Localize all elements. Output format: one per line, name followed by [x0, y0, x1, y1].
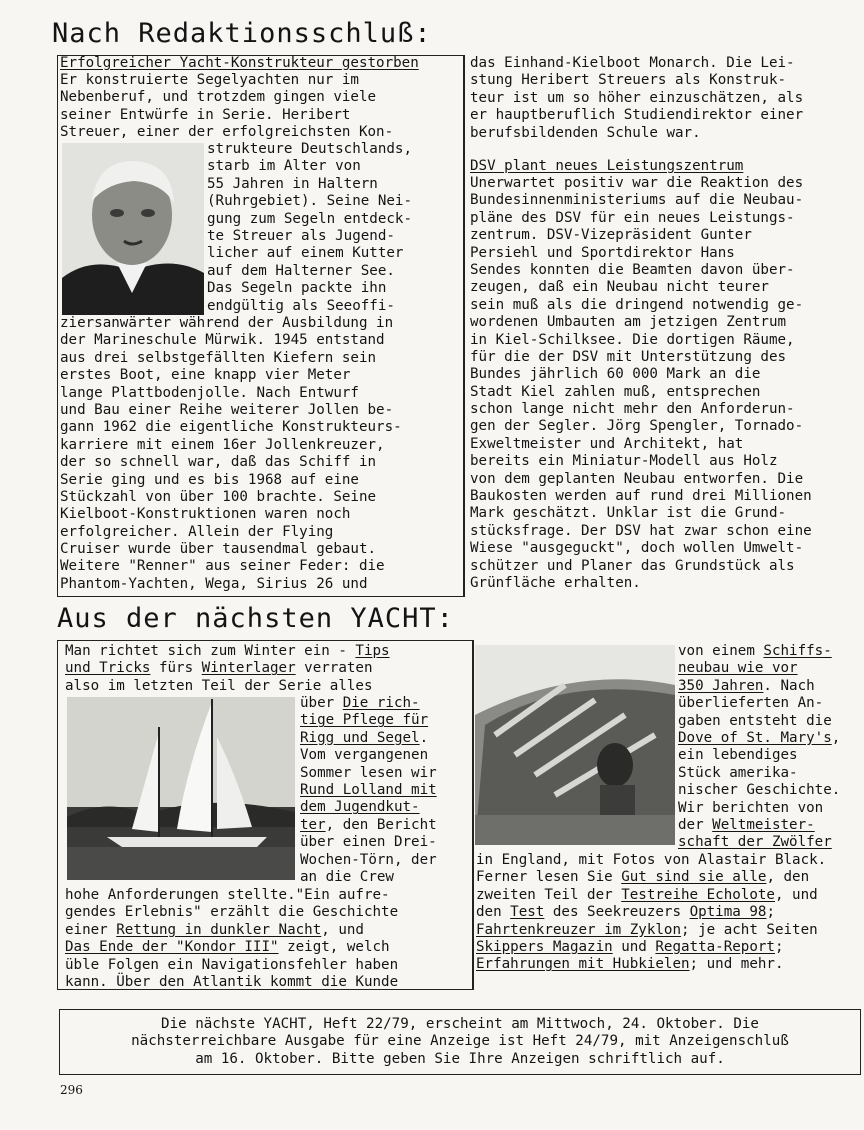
text-run: also im letzten Teil der Serie alles: [65, 677, 373, 694]
underlined-topic: Das Ende der "Kondor III": [65, 939, 279, 956]
text-line: Wiese "ausgeguckt", doch wollen Umwelt-: [470, 540, 804, 557]
article2-text: [470, 175, 812, 592]
text-line: [300, 852, 437, 869]
sailboat-photo: [67, 697, 295, 880]
text-line: gann 1962 die eigentliche Konstrukteurs-: [60, 419, 402, 436]
text-line: Cruiser wurde über tausendmal gebaut.: [60, 541, 377, 558]
text-run: . Nach: [763, 677, 815, 694]
underlined-topic: schaft der Zwölfer: [678, 834, 832, 851]
text-line: [678, 765, 840, 782]
text-line: Kielboot-Konstruktionen waren noch: [60, 506, 351, 523]
text-run: der: [678, 816, 713, 833]
text-line: bereits ein Miniatur-Modell aus Holz: [470, 453, 778, 470]
article1-continuation: [470, 55, 803, 142]
text-line: [300, 712, 437, 729]
text-line: [300, 782, 437, 799]
text-line: sein muß als die dringend notwendig ge-: [470, 296, 804, 313]
text-line: endgültig als Seeoffi-: [207, 297, 395, 314]
text-line: [476, 956, 826, 973]
underlined-topic: Dove of St. Mary's: [678, 729, 832, 746]
text-line: zeugen, daß ein Neubau nicht teurer: [470, 279, 769, 296]
preview-right-text-bottom: [476, 852, 826, 974]
text-line: (Ruhrgebiet). Seine Nei-: [207, 193, 412, 210]
text-line: [678, 817, 840, 834]
text-line: [65, 974, 398, 991]
text-run: , den Bericht: [325, 816, 437, 833]
text-line: [65, 939, 398, 956]
text-line: te Streuer als Jugend-: [207, 227, 395, 244]
preview-left-text-bottom: [65, 887, 398, 991]
text-run: üble Folgen ein Navigationsfehler haben: [65, 956, 399, 973]
text-line: von dem geplanten Neubau entworfen. Die: [470, 470, 804, 487]
text-line: Sendes konnten die Beamten davon über-: [470, 261, 795, 278]
text-run: und: [612, 938, 656, 955]
page-number: 296: [60, 1083, 83, 1097]
text-line: schon lange nicht mehr den Anforderun-: [470, 401, 795, 418]
text-line: für die der DSV mit Unterstützung des: [470, 348, 787, 365]
underlined-topic: neubau wie vor: [678, 660, 798, 677]
underlined-topic: Skippers Magazin: [476, 938, 613, 955]
heading-aus-der-naechsten-yacht: Aus der nächsten YACHT:: [57, 603, 454, 634]
text-line: Bundes jährlich 60 000 Mark an die: [470, 366, 761, 383]
text-run: Ferner lesen Sie: [476, 869, 622, 886]
text-run: ,: [831, 729, 841, 746]
text-run: Man richtet sich zum Winter ein -: [65, 643, 356, 659]
article1-text-beside-photo: [207, 141, 412, 315]
underlined-topic: Testreihe Echolote: [621, 886, 775, 903]
text-line: Das Segeln packte ihn: [207, 280, 387, 297]
underlined-topic: Die rich-: [342, 695, 420, 711]
text-line: auf dem Halterner See.: [207, 262, 395, 279]
text-run: einer: [65, 921, 117, 938]
text-line: [300, 834, 437, 851]
text-run: , und: [774, 886, 818, 903]
text-line: [300, 799, 437, 816]
text-line: [65, 643, 390, 660]
text-run: Stück amerika-: [678, 764, 798, 781]
text-line: Persiehl und Sportdirektor Hans: [470, 244, 735, 261]
text-line: [678, 747, 840, 764]
underlined-topic: dem Jugendkut-: [300, 799, 420, 816]
text-line: [65, 660, 390, 677]
text-line: wordenen Umbauten am jetzigen Zentrum: [470, 314, 787, 331]
boatbuilding-image: [475, 645, 675, 845]
column-divider-top: [464, 55, 465, 597]
text-line: Stadt Kiel zahlen muß, entsprechen: [470, 383, 761, 400]
text-line: Phantom-Yachten, Wega, Sirius 26 und: [60, 575, 368, 592]
underlined-topic: Erfahrungen mit Hubkielen: [476, 956, 690, 973]
text-line: strukteure Deutschlands,: [207, 141, 412, 157]
text-line: erstes Boot, eine knapp vier Meter: [60, 367, 351, 384]
text-run: gendes Erlebnis" erzählt die Geschichte: [65, 904, 399, 921]
text-line: ziersanwärter während der Ausbildung in: [60, 315, 394, 331]
text-line: gung zum Segeln entdeck-: [207, 210, 412, 227]
underlined-topic: Schiffs-: [763, 643, 832, 659]
text-run: den: [476, 904, 511, 921]
text-line: der Marineschule Mürwik. 1945 entstand: [60, 332, 385, 349]
text-line: pläne des DSV für ein neues Leistungs-: [470, 209, 795, 226]
text-line: [678, 660, 840, 677]
underlined-topic: tige Pflege für: [300, 712, 429, 729]
text-run: ; und mehr.: [689, 956, 784, 973]
underlined-topic: Fahrtenkreuzer im Zyklon: [476, 921, 681, 938]
text-line: lange Plattbodenjolle. Nach Entwurf: [60, 384, 359, 401]
text-run: Wir berichten von: [678, 799, 824, 816]
text-line: [300, 869, 437, 886]
text-line: licher auf einem Kutter: [207, 245, 404, 262]
text-line: der so schnell war, daß das Schiff in: [60, 454, 377, 471]
text-line: [678, 800, 840, 817]
text-line: erfolgreicher. Allein der Flying: [60, 523, 334, 540]
text-line: [65, 957, 398, 974]
text-line: [678, 678, 840, 695]
text-line: stücksfrage. Der DSV hat zwar schon eine: [470, 522, 812, 539]
text-run: fürs: [150, 660, 202, 677]
text-run: in England, mit Fotos von Alastair Black.: [476, 852, 827, 868]
article2-title: DSV plant neues Leistungszentrum: [470, 158, 744, 174]
text-line: Stückzahl von über 100 brachte. Seine: [60, 488, 377, 505]
text-line: zentrum. DSV-Vizepräsident Gunter: [470, 227, 752, 244]
text-line: Nebenberuf, und trotzdem gingen viele: [60, 89, 377, 106]
text-line: nächsterreichbare Ausgabe für eine Anzeige ist Heft 24/79, mit Anzeigenschluß: [131, 1033, 789, 1050]
text-run: hohe Anforderungen stellte."Ein aufre-: [65, 887, 390, 903]
text-line: [476, 869, 826, 886]
text-line: gen der Segler. Jörg Spengler, Tornado-: [470, 418, 804, 435]
underlined-topic: Rund Lolland mit: [300, 781, 437, 798]
text-line: Serie ging und es bis 1968 auf eine: [60, 471, 359, 488]
text-line: [300, 765, 437, 782]
text-line: schützer und Planer das Grundstück als: [470, 557, 795, 574]
preview-left-text-top: [65, 643, 390, 695]
text-run: Wochen-Törn, der: [300, 851, 437, 868]
underlined-topic: Optima 98: [689, 904, 767, 921]
text-line: Grünfläche erhalten.: [470, 574, 641, 591]
underlined-topic: und Tricks: [65, 660, 151, 677]
boatbuilding-photo: [475, 645, 675, 845]
text-line: [300, 730, 437, 747]
notice-text: [60, 1016, 860, 1068]
heading-nach-redaktionsschluss: Nach Redaktionsschluß:: [52, 18, 432, 49]
text-line: Er konstruierte Segelyachten nur im: [60, 72, 359, 88]
text-line: [476, 904, 826, 921]
text-line: Exweltmeister und Architekt, hat: [470, 435, 744, 452]
underlined-topic: Gut sind sie alle: [621, 869, 767, 886]
column-divider-bottom: [473, 640, 474, 990]
text-run: über: [300, 695, 343, 711]
text-line: [678, 730, 840, 747]
text-run: gaben entsteht die: [678, 712, 832, 729]
text-line: [476, 939, 826, 956]
preview-right-text-beside-photo: [678, 643, 840, 852]
text-line: starb im Alter von: [207, 158, 361, 175]
text-run: überlieferten An-: [678, 695, 824, 712]
text-run: ;: [774, 938, 784, 955]
text-run: an die Crew: [300, 868, 394, 885]
text-run: zweiten Teil der: [476, 886, 622, 903]
text-run: kann. Über den Atlantik kommt die Kunde: [65, 973, 399, 990]
article1-title: Erfolgreicher Yacht-Konstrukteur gestorben: [60, 55, 419, 71]
text-line: [300, 747, 437, 764]
text-run: , und: [321, 921, 364, 938]
text-line: berufsbildenden Schule war.: [470, 124, 701, 141]
underlined-topic: Tips: [355, 643, 390, 659]
text-line: [65, 678, 390, 695]
text-line: [65, 922, 398, 939]
text-line: er hauptberuflich Studiendirektor einer: [470, 107, 804, 124]
text-line: Weitere "Renner" aus seiner Feder: die: [60, 558, 385, 575]
article1-text-top: [60, 72, 393, 142]
text-run: .: [419, 729, 429, 746]
text-line: [476, 922, 826, 939]
text-run: ;: [766, 904, 775, 921]
text-line: [476, 852, 826, 869]
text-run: Sommer lesen wir: [300, 764, 437, 781]
underlined-topic: Regatta-Report: [655, 938, 775, 955]
text-line: Die nächste YACHT, Heft 22/79, erscheint am Mittwoch, 24. Oktober. Die: [161, 1016, 759, 1032]
portrait-photo: [62, 143, 204, 315]
underlined-topic: ter: [300, 816, 326, 833]
underlined-topic: Winterlager: [201, 660, 296, 677]
text-line: stung Heribert Streuers als Konstruk-: [470, 72, 787, 89]
text-line: Unerwartet positiv war die Reaktion des: [470, 175, 804, 191]
text-line: [678, 695, 840, 712]
text-line: 55 Jahren in Haltern: [207, 175, 378, 192]
text-line: [300, 817, 437, 834]
text-line: Baukosten werden auf rund drei Millionen: [470, 488, 812, 505]
text-line: [678, 782, 840, 799]
text-line: in Kiel-Schilksee. Die dortigen Räume,: [470, 331, 795, 348]
text-line: seiner Entwürfe in Serie. Heribert: [60, 106, 351, 123]
portrait-image: [62, 143, 204, 315]
text-line: am 16. Oktober. Bitte geben Sie Ihre Anzeigen schriftlich auf.: [195, 1050, 725, 1067]
underlined-topic: Test: [510, 904, 545, 921]
text-run: zeigt, welch: [278, 939, 390, 956]
text-run: verraten: [295, 660, 373, 677]
text-line: teur ist um so höher einzuschätzen, als: [470, 89, 804, 106]
text-run: ; je acht Seiten: [681, 921, 818, 938]
underlined-topic: Weltmeister-: [712, 816, 815, 833]
text-line: das Einhand-Kielboot Monarch. Die Lei-: [470, 55, 795, 71]
text-line: [300, 695, 437, 712]
text-line: [678, 643, 840, 660]
text-line: [678, 834, 840, 851]
sailboat-image: [67, 697, 295, 880]
text-line: Mark geschätzt. Unklar ist die Grund-: [470, 505, 787, 522]
text-run: Vom vergangenen: [300, 747, 429, 764]
text-run: des Seekreuzers: [544, 904, 690, 921]
text-line: Streuer, einer der erfolgreichsten Kon-: [60, 124, 394, 141]
text-line: [65, 887, 398, 904]
text-run: , den: [766, 869, 810, 886]
underlined-topic: Rigg und Segel: [300, 729, 420, 746]
article1-text-bottom: [60, 315, 402, 593]
text-run: von einem: [678, 643, 764, 659]
text-line: und Bau einer Reihe weiterer Jollen be-: [60, 401, 394, 418]
text-run: ein lebendiges: [678, 747, 798, 764]
text-line: Bundesinnenministeriums auf die Neubau-: [470, 192, 804, 209]
underlined-topic: Rettung in dunkler Nacht: [116, 921, 322, 938]
text-line: [678, 713, 840, 730]
text-run: nischer Geschichte.: [678, 782, 841, 799]
preview-left-text-beside-photo: [300, 695, 437, 886]
text-line: aus drei selbstgefällten Kiefern sein: [60, 349, 377, 366]
text-line: [476, 887, 826, 904]
text-run: über einen Drei-: [300, 834, 437, 851]
text-line: [65, 904, 398, 921]
text-line: karriere mit einem 16er Jollenkreuzer,: [60, 436, 385, 453]
underlined-topic: 350 Jahren: [678, 677, 764, 694]
